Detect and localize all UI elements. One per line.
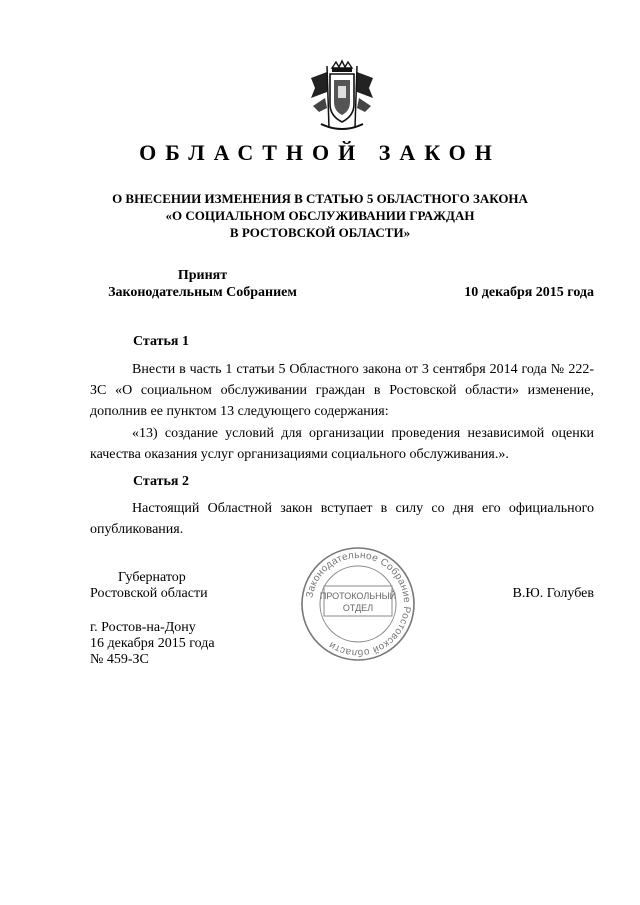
- article-1-quote: «13) создание условий для организации проведения независимой оценки качества оказания услуг организациями социального обслуживания.».: [90, 426, 594, 462]
- law-subtitle: [100, 190, 540, 241]
- article-2-heading: Статья 2: [133, 474, 189, 489]
- article-2-paragraph: Настоящий Областной закон вступает в силу со дня его официального опубликования.: [90, 501, 594, 537]
- signatory-position: Губернатор: [118, 570, 186, 585]
- article-1-paragraph: Внести в часть 1 статьи 5 Областного закона от 3 сентября 2014 года № 222-ЗС «О социальном обслуживании граждан в Ростовской области» изменение, дополнив ее пунктом 13 следующего содержания:: [90, 362, 594, 419]
- stamp-center-line1: ПРОТОКОЛЬНЫЙ: [319, 591, 397, 601]
- subtitle-line: «О СОЦИАЛЬНОМ ОБСЛУЖИВАНИИ ГРАЖДАН: [165, 208, 475, 223]
- official-stamp: [300, 546, 416, 662]
- article-1-heading: Статья 1: [133, 334, 189, 349]
- stamp-center-line2: ОТДЕЛ: [342, 603, 374, 613]
- signatory-name: В.Ю. Голубев: [512, 586, 594, 601]
- document-title: ОБЛАСТНОЙ ЗАКОН: [139, 140, 501, 165]
- signing-date: 16 декабря 2015 года: [90, 636, 215, 651]
- law-number: № 459-ЗС: [90, 652, 149, 667]
- coat-of-arms-icon: [303, 58, 381, 136]
- signatory-region: Ростовской области: [90, 586, 208, 601]
- adoption-body: Законодательным Собранием: [108, 285, 297, 300]
- adoption-label: Принят: [177, 268, 228, 283]
- stamp-ring-text: Законодательное Собрание Ростовской области: [304, 549, 413, 659]
- subtitle-line: О ВНЕСЕНИИ ИЗМЕНЕНИЯ В СТАТЬЮ 5 ОБЛАСТНОГО ЗАКОНА: [112, 191, 528, 206]
- signing-place: г. Ростов-на-Дону: [90, 620, 196, 635]
- adoption-date: 10 декабря 2015 года: [464, 285, 594, 300]
- subtitle-line: В РОСТОВСКОЙ ОБЛАСТИ»: [229, 225, 411, 240]
